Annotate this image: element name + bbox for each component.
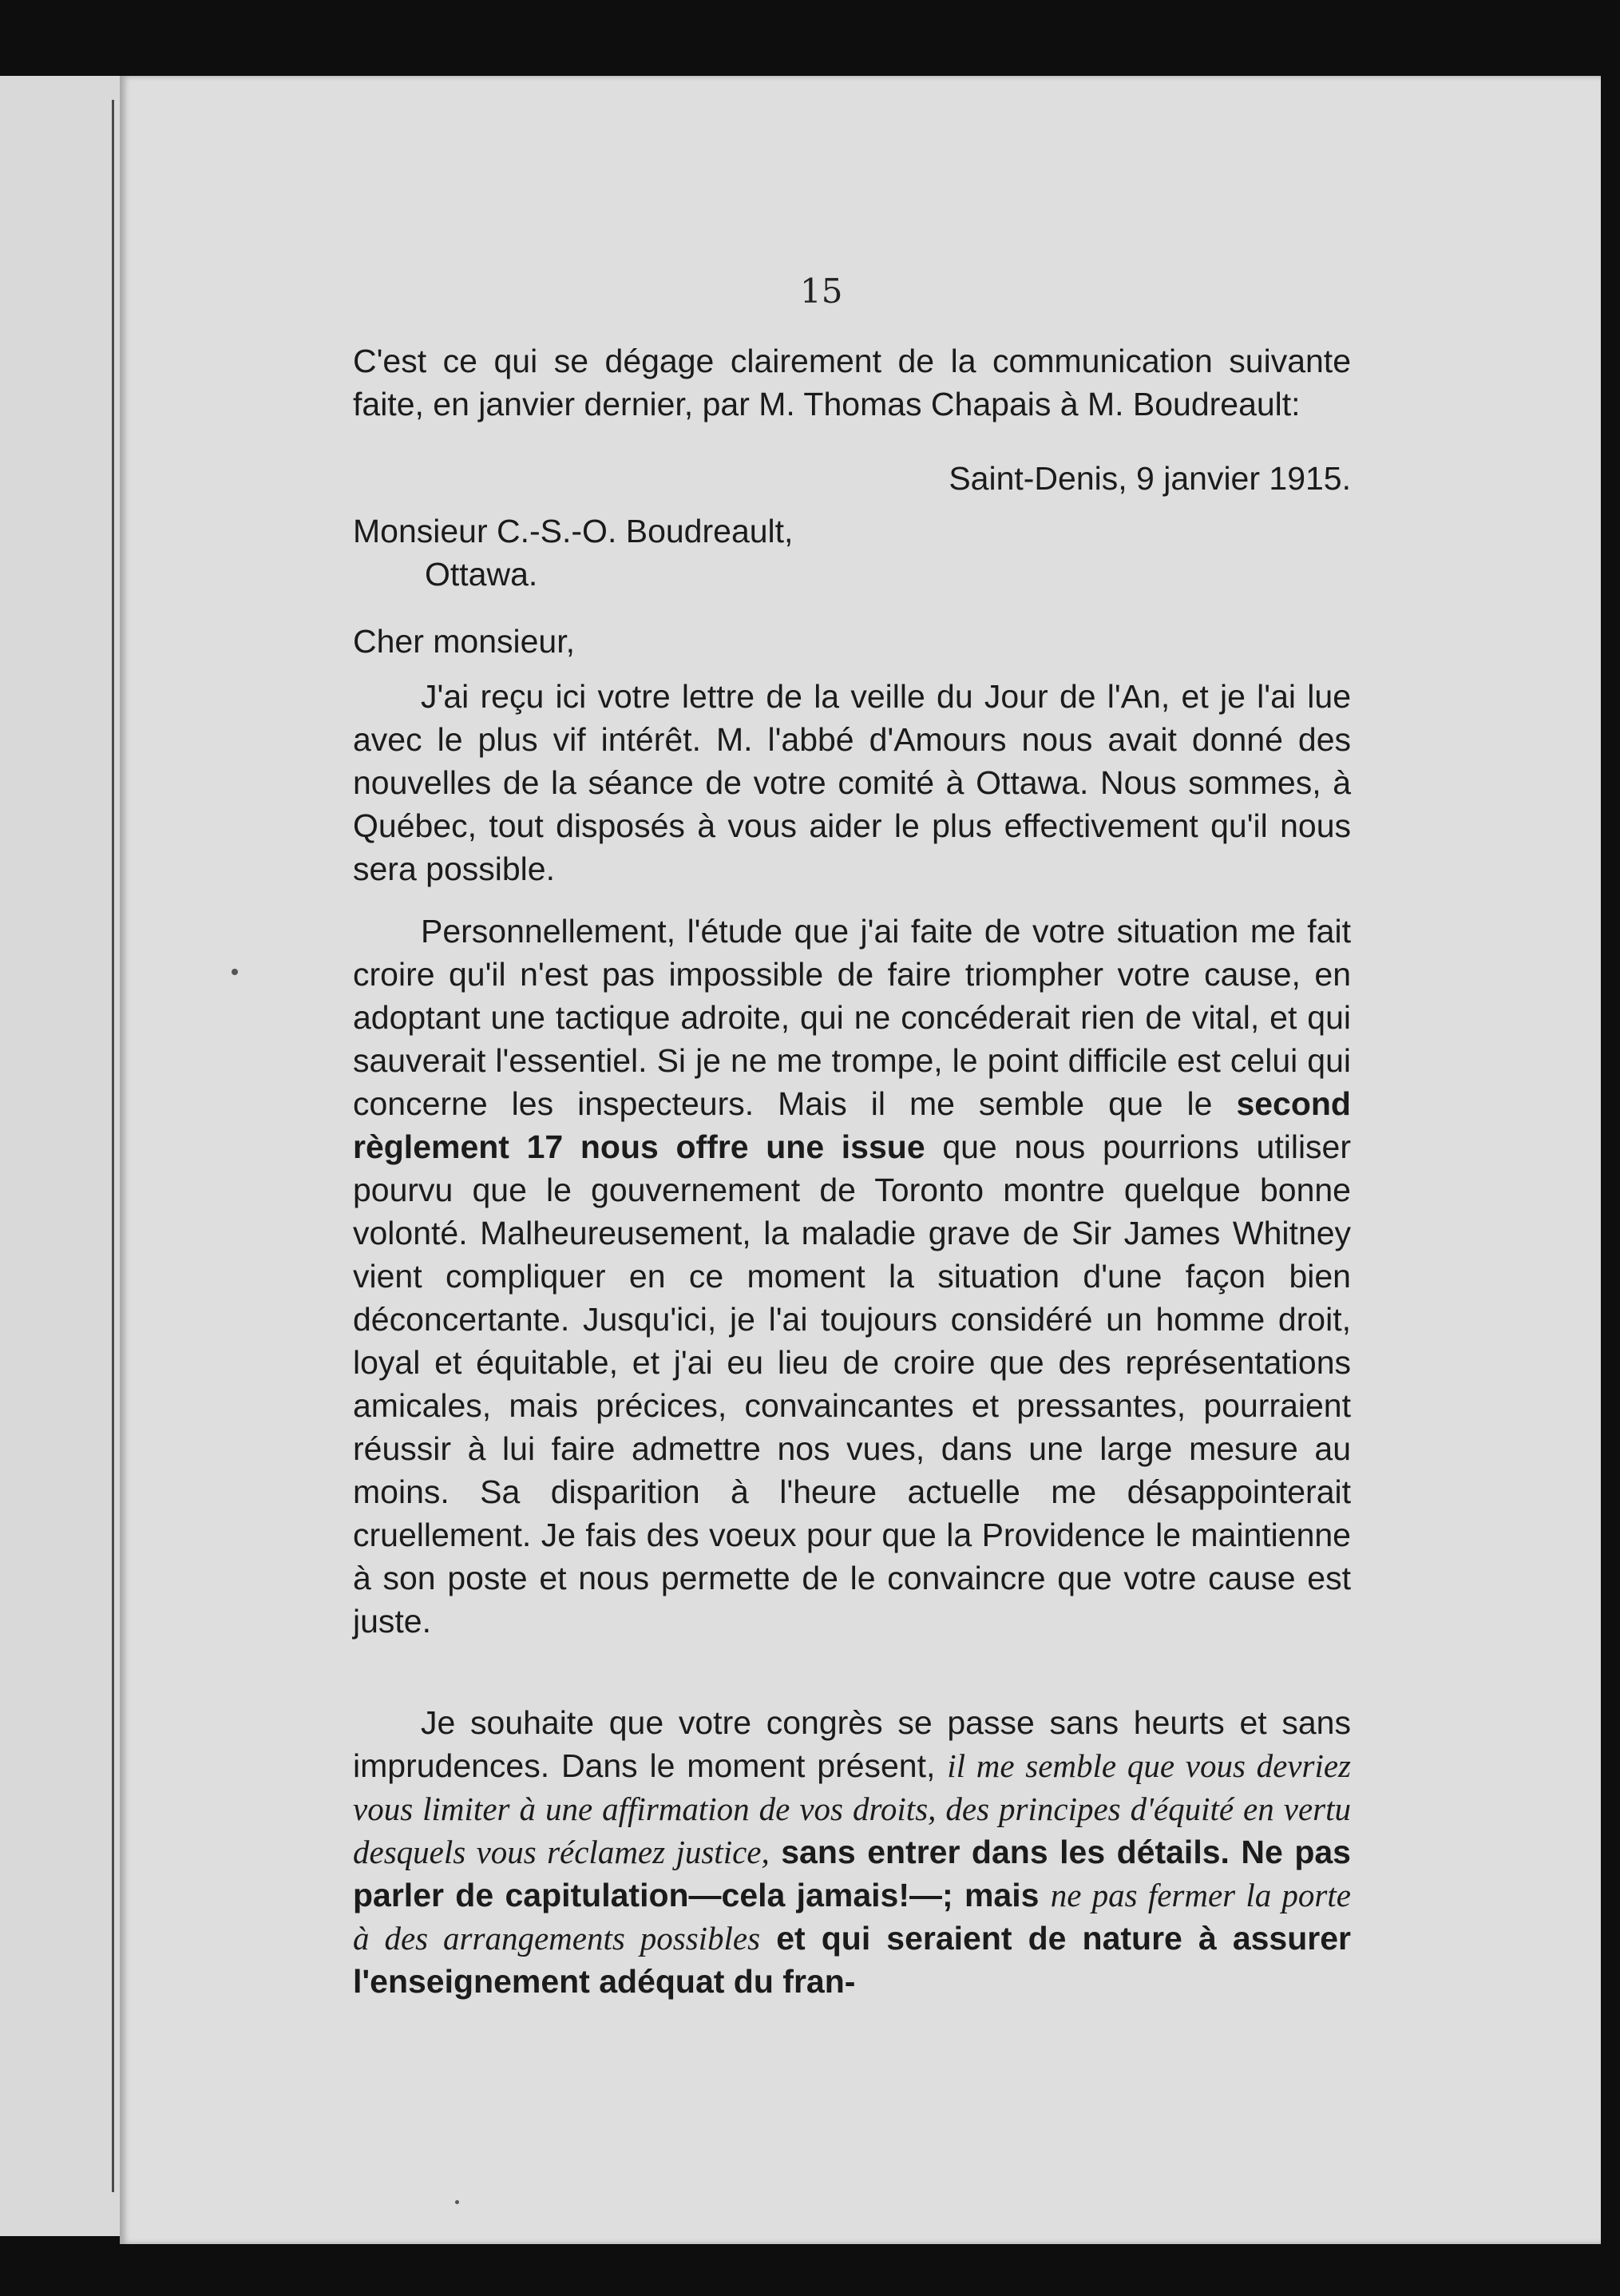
letter-address [353, 510, 1351, 596]
paragraph-3-text-a: Je souhaite que votre congrès se passe sans heurts et sans imprudences. Dans le moment présent, [353, 1704, 1351, 1784]
page-number: 15 [800, 272, 843, 311]
letter-paragraph-3 [353, 1701, 1351, 2003]
paragraph-2-text-b: que nous pourrions utiliser pourvu que le gouvernement de Toronto montre quelque bonne volonté. Malheureusement, la maladie grave de Sir James Whitney vient compliquer en ce moment la situation d'une façon bien déconcertante. Jusqu'ici, je l'ai toujours considéré un homme droit, loyal et équitable, et j'ai eu lieu de croire que des représentations amicales, mais précices, convaincantes et pressantes, pourraient réussir à lui faire admettre nos vues, dans une large mesure au moins. Sa disparition à l'heure actuelle me désappointerait cruellement. Je fais des voeux pour que la Providence le maintienne à son poste et nous permette de le convaincre que votre cause est juste. [353, 1128, 1352, 1640]
scan-speck [455, 2200, 459, 2204]
paragraph-3-text-b: sans entrer dans les détails. Ne pas parler de capitulation—cela jamais!—; mais [353, 1834, 1351, 1913]
page-binding-line [112, 100, 114, 2192]
intro-paragraph: C'est ce qui se dégage clairement de la communication suivante faite, en janvier dernier, par M. Thomas Chapais à M. Boudreault: [353, 343, 1351, 422]
paragraph-3-italic-2: ne pas fermer la porte à des arrangements possibles [353, 1877, 1351, 1957]
letter-place-date: Saint-Denis, 9 janvier 1915. [949, 460, 1351, 497]
letter-salutation: Cher monsieur, [353, 623, 576, 660]
letter-paragraph-2 [353, 910, 1351, 1643]
paragraph-2-text-a: Personnellement, l'étude que j'ai faite de votre situation me fait croire qu'il n'est pas impossible de faire triompher votre cause, en adoptant une tactique adroite, qui ne concéderait rien de vital, et qui sauverait l'essentiel. Si je ne me trompe, le point difficile est celui qui concerne les inspecteurs. Mais il me semble que le [353, 913, 1351, 1122]
paragraph-2-bold: second règlement 17 nous offre une issue [353, 1085, 1351, 1165]
paragraph-3-italic-1: il me semble que vous devriez vous limiter à une affirmation de vos droits, des principes d'équité en vertu desquels vous réclamez justice, [353, 1747, 1351, 1870]
letter-paragraph-1: J'ai reçu ici votre lettre de la veille du Jour de l'An, et je l'ai lue avec le plus vif intérêt. M. l'abbé d'Amours nous avait donné des nouvelles de la séance de votre comité à Ottawa. Nous sommes, à Québec, tout disposés à vous aider le plus effectivement qu'il nous sera possible. [353, 678, 1351, 887]
recipient-city: Ottawa. [425, 556, 538, 593]
paragraph-3-text-c: et qui seraient de nature à assurer l'enseignement adéquat du fran- [353, 1920, 1351, 2000]
facing-page-edge [0, 76, 120, 2236]
scan-speck [232, 969, 238, 975]
recipient-name: Monsieur C.-S.-O. Boudreault, [353, 513, 794, 549]
